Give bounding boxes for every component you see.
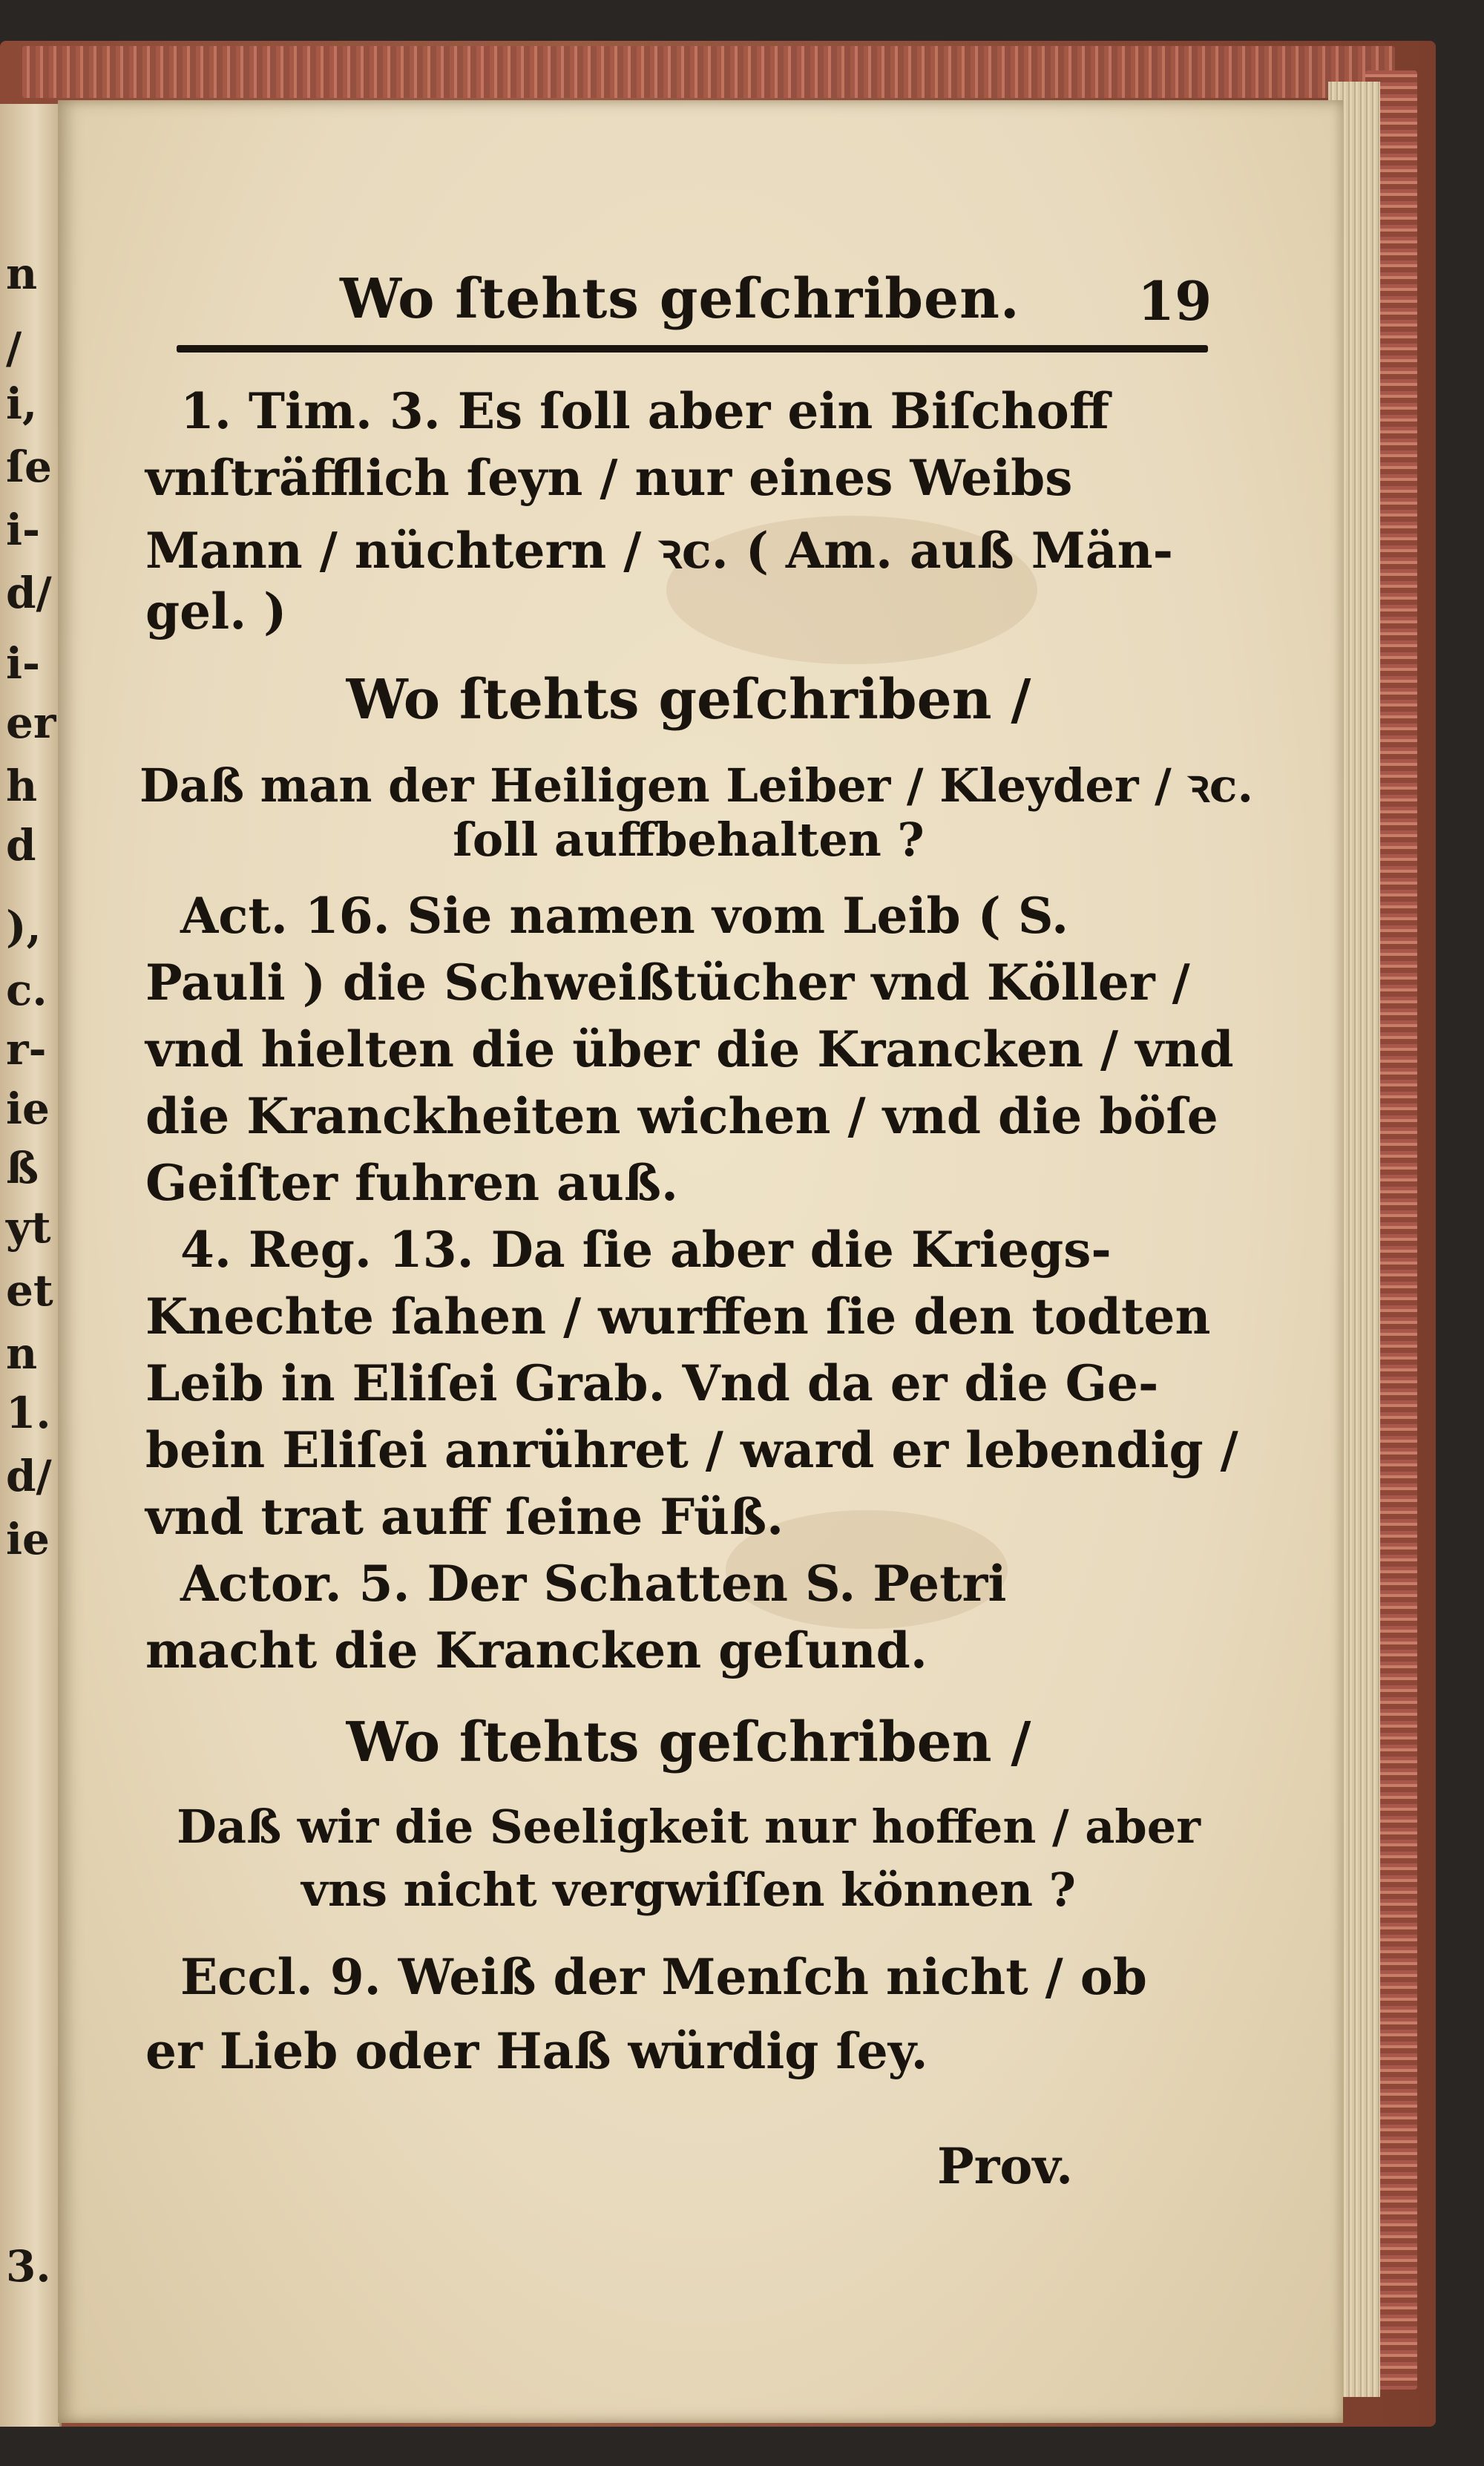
left-fragment: 3.: [6, 2241, 51, 2292]
left-fragment: i‑: [6, 505, 41, 555]
text-line: 1. Tim. 3. Es ſoll aber ein Biſchoff: [180, 382, 1110, 440]
left-fragment: yt: [6, 1202, 51, 1253]
left-fragment: i‑: [6, 638, 41, 689]
text-line: bein Eliſei anrühret / ward er lebendig /: [145, 1421, 1238, 1479]
text-line: er Lieb oder Haß würdig ſey.: [145, 2022, 928, 2080]
left-fragment: ie: [6, 1514, 50, 1564]
left-fragment: r‑: [6, 1024, 47, 1075]
text-line: vnſträfflich ſeyn / nur eines Weibs: [145, 449, 1073, 507]
text-line: Actor. 5. Der Schatten S. Petri: [180, 1555, 1007, 1613]
page-number: 19: [1137, 269, 1212, 332]
left-fragment: d/: [6, 568, 52, 618]
question-line: vns nicht vergwiſſen können ?: [301, 1863, 1077, 1917]
text-line: die Kranckheiten wichen / vnd die böſe: [145, 1087, 1218, 1145]
right-page: [58, 100, 1343, 2423]
text-line: gel. ): [145, 583, 287, 640]
left-fragment: et: [6, 1265, 53, 1316]
left-fragment: c.: [6, 965, 47, 1015]
text-line: Geiſter fuhren auß.: [145, 1154, 679, 1212]
left-fragment: ſe: [6, 442, 52, 492]
section-heading: Wo ſtehts geſchriben /: [346, 1711, 1031, 1774]
left-fragment: d/: [6, 1451, 52, 1501]
question-line: Daß man der Heiligen Leiber / Kleyder / ꝛc.: [139, 758, 1254, 813]
left-fragment: ß: [6, 1143, 39, 1193]
left-page: [0, 104, 62, 2427]
head-rule: [177, 345, 1208, 352]
text-line: Act. 16. Sie namen vom Leib ( S.: [180, 887, 1069, 945]
left-fragment: h: [6, 761, 38, 811]
left-fragment: ie: [6, 1083, 50, 1134]
text-line: vnd hielten die über die Krancken / vnd: [145, 1020, 1234, 1078]
left-fragment: d: [6, 820, 36, 870]
page-edge-top: [22, 46, 1395, 98]
text-line: Eccl. 9. Weiß der Menſch nicht / ob: [180, 1948, 1147, 2006]
left-fragment: er: [6, 698, 56, 748]
text-line: macht die Krancken geſund.: [145, 1621, 928, 1679]
left-fragment: i,: [6, 378, 38, 429]
catchword: Prov.: [937, 2137, 1074, 2195]
text-line: vnd trat auff ſeine Füß.: [145, 1488, 784, 1546]
question-line: Daß wir die Seeligkeit nur hoffen / aber: [177, 1800, 1201, 1854]
section-heading: Wo ſtehts geſchriben /: [346, 668, 1031, 732]
left-fragment: /: [6, 323, 22, 373]
text-line: Pauli ) die Schweißtücher vnd Köller /: [145, 954, 1190, 1011]
text-line: Mann / nüchtern / ꝛc. ( Am. auß Män-: [145, 522, 1173, 580]
running-head: Wo ſtehts geſchriben.: [340, 267, 1020, 331]
left-fragment: n: [6, 1328, 38, 1379]
left-fragment: n: [6, 249, 38, 299]
text-line: Knechte ſahen / wurffen ſie den todten: [145, 1288, 1211, 1345]
question-line: ſoll auffbehalten ?: [453, 813, 925, 867]
text-line: 4. Reg. 13. Da ſie aber die Kriegs-: [180, 1221, 1112, 1279]
left-fragment: ),: [6, 902, 42, 952]
left-fragment: 1.: [6, 1388, 51, 1438]
text-line: Leib in Eliſei Grab. Vnd da er die Ge-: [145, 1354, 1159, 1412]
